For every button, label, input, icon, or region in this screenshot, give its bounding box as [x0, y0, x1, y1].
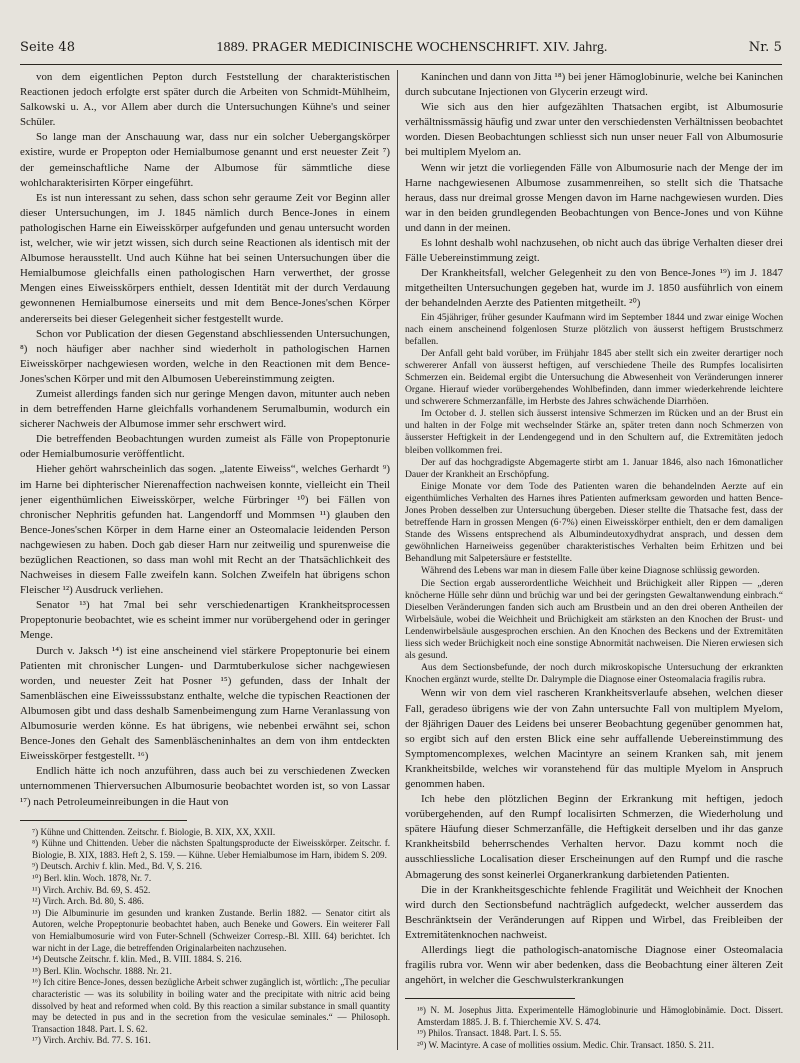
case-report-text — [405, 312, 783, 687]
paragraph: Senator ¹³) hat 7mal bei sehr verschiedenartigen Krankheitsprocessen Propeptonurie beobachtet, wie es scheint immer nur vorübergehend oder in geringer Menge. — [20, 599, 390, 642]
footnote: ¹¹) Virch. Archiv. Bd. 69, S. 452. — [32, 884, 151, 895]
right-body-text-b — [405, 686, 783, 988]
paragraph: von dem eigentlichen Pepton durch Feststellung der charakteristischen Reactionen jedoch erfolgte erst später durch die Arbeiten von Schmidt-Mühlheim, Salkowski u. A., vor Allem aber durch die Untersuchungen Kühne's und seiner Schüler. — [20, 71, 390, 129]
paragraph: Schon vor Publication der diesen Gegenstand abschliessenden Untersuchungen, ⁸) noch häufiger aber nachher sind wiederholt in pathologischen Harnen Eiweisskörper nachgewiesen worden, welche in den Reactionen mit dem Bence-Jones'schen Körper und mit den Albumosen Uebereinstimmung zeigten. — [20, 327, 390, 385]
paragraph: Hieher gehört wahrscheinlich das sogen. „latente Eiweiss“, welches Gerhardt ⁹) im Harne bei diphterischer Nierenaffection nachweisen konnte, vielleicht ein Theil jener eigenthümlichen Eiweisskörper, welche Fürbringer ¹⁰) bei Fällen von chronischer Nephritis gefunden hat. Langendorff und Mommsen ¹¹) glauben den Bence-Jones'schen Körper in dem Harne einer an Osteomalacie leidenden Person nachgewiesen zu haben. Doch gab dieser Harn nur zeitweilig und spurenweise die bezüglichen Reactionen, so dass man wohl mit Recht an der Thatsächlichkeit des Nachweises in diesem Falle zweifeln kann. Solchen Zweifeln hat übrigens schon Fleischer ¹²) Ausdruck verliehen. — [20, 463, 390, 597]
footnote: ¹³) Die Albuminurie im gesunden und kranken Zustande. Berlin 1882. — Senator citirt als Autoren, welche Propeptonurie beobachtet haben, auch Beneke und Gowers. Ein weiterer Fall von Hemialbumosurie wird von Futer-Schnell (Schweizer Corresp.-Bl. XIII. 64) berichtet. Ich war nicht in der Lage, die betreffenden Originalarbeiten nachzusehen. — [32, 907, 390, 953]
case-paragraph: Die Section ergab ausserordentliche Weichheit und Brüchigkeit aller Rippen — „deren knöcherne Hülle sehr dünn und brüchig war und bei der geringsten Gewaltanwendung einbrach.“ Dieselben Veränderungen fanden sich auch am Brustbein und an den drei oberen Antheilen der Wirbelsäule, wobei die Weichheit und Brüchigkeit am stärksten an den Knochen der Brust- und Lendenwirbelsäule ausgesprochen erschien. An den Knochen des Beckens und der Extremitäten liess sich weder Brüchigkeit noch eine sonstige Abnormität nachweisen. Die Nieren erwiesen sich als gesund. — [405, 577, 783, 662]
page-number: Seite 48 — [20, 40, 76, 55]
case-paragraph: Aus dem Sectionsbefunde, der noch durch mikroskopische Untersuchung der erkrankten Knochen ergänzt wurde, stellte Dr. Dalrymple die Diagnose einer Osteomalacia fragilis rubra. — [405, 662, 783, 686]
case-paragraph: Während des Lebens war man in diesem Falle über keine Diagnose schlüssig geworden. — [421, 565, 760, 577]
case-paragraph: Einige Monate vor dem Tode des Patienten waren die behandelnden Aerzte auf ein eigenthümliches Verhalten des Harnes ihres Patienten aufmerksam geworden und hatten Bence-Jones Proben desselben zur Untersuchung übergeben. Dieser stellte die Thatsache fest, dass der betreffende Harn in grossen Mengen (6·7%) einen Eiweisskörper enthielt, den er dem damaligen Stande des Wissens entsprechend als Albumindeutoxydhydrat ansprach, und dessen dem gewöhnlichen Harneiweiss gegenüber charakteristisches Verhalten beim Erhitzen und bei Behandlung mit Salpetersäure er feststellte. — [405, 480, 783, 565]
journal-title: 1889. PRAGER MEDICINISCHE WOCHENSCHRIFT. XIV. Jahrg. — [216, 40, 608, 55]
paragraph: Wenn wir von dem viel rascheren Krankheitsverlaufe absehen, welchen dieser Fall, geradeso übrigens wie der von Zahn untersuchte Fall von multiplem Myelom, der 8jährigen Dauer des Leidens bei unserer Beobachtung gegenüber genommen hat, so ergibt sich auf den ersten Blick eine sehr auffallende Uebereinstimmung des Symptomencomplexes, welchen Macintyre an seinem Kranken sah, mit jenem Krankheitsbilde, welches wir voranstehend für das multiple Myelom in Anspruch genommen haben. — [405, 687, 783, 790]
footnote: ²⁰) W. Macintyre. A case of mollities ossium. Medic. Chir. Transact. 1850. S. 211. — [417, 1040, 715, 1050]
issue-number: Nr. 5 — [748, 40, 782, 55]
footnote: ⁷) Kühne und Chittenden. Zeitschr. f. Biologie, B. XIX, XX, XXII. — [32, 826, 276, 837]
left-column — [20, 70, 390, 1050]
footnote: ¹⁵) Berl. Klin. Wochschr. 1888. Nr. 21. — [32, 965, 172, 976]
case-paragraph: Ein 45jähriger, früher gesunder Kaufmann wird im September 1844 und zwar einige Wochen nach einem anscheinend folgenlosen Sturze plötzlich von äusserst heftigem Brustschmerz befallen. — [405, 311, 783, 347]
paragraph: Kaninchen und dann von Jitta ¹⁸) bei jener Hämoglobinurie, welche bei Kaninchen durch subcutane Injectionen von Glycerin erzeugt wird. — [405, 71, 783, 99]
right-footnote-rule — [405, 998, 575, 999]
footnote: ¹⁴) Deutsche Zeitschr. f. klin. Med., B. VIII. 1884. S. 216. — [32, 954, 242, 965]
case-paragraph: Der auf das hochgradigste Abgemagerte stirbt am 1. Januar 1846, also nach 16monatlicher Dauer der Krankheit an Erschöpfung. — [405, 456, 783, 480]
paragraph: Wenn wir jetzt die vorliegenden Fälle von Albumosurie nach der Menge der im Harne nachgewiesenen Albumose zusammenreihen, so stellt sich die Thatsache heraus, dass nur dreimal grosse Mengen davon im Harne nachgewiesen wurden. Dies war in den beiden grundlegenden Beobachtungen von Bence-Jones und von Kühne und dann in der meinen. — [405, 161, 783, 234]
footnote: ¹⁰) Berl. klin. Woch. 1878, Nr. 7. — [32, 872, 152, 883]
paragraph: So lange man der Anschauung war, dass nur ein solcher Uebergangskörper existire, wurde er Propepton oder Hemialbumose genannt und erst neuester Zeit ⁷) der gemeinschaftliche Name der Albumose für sämmtliche diese wohlcharakterisirten Körper eingeführt. — [20, 131, 390, 189]
footnote: ⁹) Deutsch. Archiv f. klin. Med., Bd. V, S. 216. — [32, 861, 203, 872]
page-header — [20, 40, 782, 60]
paragraph: Die betreffenden Beobachtungen wurden zumeist als Fälle von Propeptonurie oder Hemialbumosurie veröffentlicht. — [20, 433, 390, 461]
paragraph: Der Krankheitsfall, welcher Gelegenheit zu den von Bence-Jones ¹⁹) im J. 1847 mitgetheilten Untersuchungen gegeben hat, wurde im J. 1850 ausführlich von einem der behandelnden Aerzte des Patienten mitgetheilt. ²⁰) — [405, 267, 783, 310]
left-body-text — [20, 70, 390, 810]
paragraph: Die in der Krankheitsgeschichte fehlende Fragilität und Weichheit der Knochen wird durch den Sectionsbefund nachträglich aufgedeckt, welcher ausserdem das Beschränktsein der Veränderungen auf Rippen und Wirbel, das Freibleiben der Extremitätenknochen nachweist. — [405, 883, 783, 941]
paragraph: Es ist nun interessant zu sehen, dass schon sehr geraume Zeit vor Beginn aller dieser Untersuchungen, im J. 1845 nämlich durch Bence-Jones in einem pathologischen Harne ein Eiweisskörper aufgefunden und genau untersucht worden ist, welcher, wie wir jetzt wissen, sich durch seine Reactionen als identisch mit der Albumose herausstellt. Und auch Kühne hat bei seinen Untersuchungen über die Hemialbumose gleichfalls einen pathologischen Harn verwerthet, der grosse Mengen eines Eiweisskörpers enthielt, dessen Identität mit der durch Verdauung gewonnenen Hemialbumose einerseits und mit dem Bence-Jones'schen Körper andererseits bei dieser Gelegenheit sicher festgestellt wurde. — [20, 191, 390, 325]
left-footnotes — [20, 827, 390, 1047]
case-paragraph: Im October d. J. stellen sich äusserst intensive Schmerzen im Rücken und an der Brust ein und halten in der Folge mit wechselnder Stärke an, später treten dann noch Schmerzen von äusserster Heftigkeit in der Lendengegend und in den Schultern auf, die Extremitäten jedoch bleiben vollkommen frei. — [405, 408, 783, 456]
right-footnotes — [405, 1005, 783, 1050]
right-column — [405, 70, 783, 1050]
paragraph: Allerdings liegt die pathologisch-anatomische Diagnose einer Osteomalacia fragilis rubra vor. Wenn wir aber bedenken, dass die Beobachtung einer älteren Zeit angehört, in welcher die Geschwulsterkrankungen — [405, 944, 783, 987]
paragraph: Wie sich aus den hier aufgezählten Thatsachen ergibt, ist Albumosurie verhältnissmässig häufig und zwar unter den verschiedensten Verhältnissen beobachtet worden. Diesen Beobachtungen schliesst sich nun unser neuer Fall von Albumosurie bei multiplem Myelom an. — [405, 101, 783, 159]
paragraph: Es lohnt deshalb wohl nachzusehen, ob nicht auch das übrige Verhalten dieser drei Fälle Uebereinstimmung zeigt. — [405, 237, 783, 265]
paragraph: Zumeist allerdings fanden sich nur geringe Mengen davon, mitunter auch neben in dem betreffenden Harne gleichfalls vorhandenem Serumalbumin, wodurch ein sicherer Nachweis der Albumose immer sehr erschwert wird. — [20, 387, 390, 431]
footnote: ⁸) Kühne und Chittenden. Ueber die nächsten Spaltungsproducte der Eiweisskörper. Zeitschr. f. Biologie, B. XIX, 1883. Heft 2, S. 159. — Kühne. Ueber Hemialbumose im Harn, ibidem S. 209. — [32, 838, 390, 860]
footnote: ¹⁷) Virch. Archiv. Bd. 77. S. 161. — [32, 1035, 151, 1046]
footnote: ¹⁹) Philos. Transact. 1848. Part. I. S. 55. — [417, 1028, 562, 1039]
column-divider — [397, 70, 398, 1050]
paragraph: Durch v. Jaksch ¹⁴) ist eine anscheinend viel stärkere Propeptonurie bei einem Patienten mit chronischer Lungen- und Darmtuberkulose sicher nachgewiesen worden, und neuester Zeit hat Posner ¹⁵) gefunden, dass der Inhalt der Samenbläschen eine Eiweisssubstanz enthalte, welche die typischen Reactionen der Albumosen gibt und dass deshalb Samenbeimengung zum Harne Veranlassung von Albumosurie werden könne. Es hat übrigens, wie nebenbei erwähnt sei, schon Bence-Jones den Gehalt des Samenbläscheninhaltes an dem von ihm entdeckten Eiweisskörper festgestellt. ¹⁶) — [20, 644, 390, 763]
left-footnote-rule — [20, 820, 187, 821]
paragraph: Ich hebe den plötzlichen Beginn der Erkrankung mit heftigen, jedoch vorübergehenden, auf den Rumpf localisirten Schmerzen, die Wiederholung und spätere Häufung dieser Schmerzanfälle, die Heftigkeit derselben und ihr das ganze Krankheitsbild beherrschendes Verhalten hervor. Dazu kommt noch die ausschliessliche Localisation dieser Erscheinungen auf den Rumpf und die rasche Abmagerung des sonst keinerlei Organerkrankung darbietenden Patienten. — [405, 793, 783, 881]
footnote: ¹⁸) N. M. Josephus Jitta. Experimentelle Hämoglobinurie und Hämoglobinämie. Doct. Dissert. Amsterdam 1885. J. B. f. Thierchemie XV. S. 474. — [417, 1005, 783, 1027]
footnote: ¹⁶) Ich citire Bence-Jones, dessen bezügliche Arbeit schwer zugänglich ist, wörtlich: „The peculiar characteristic — was its solubility in boiling water and the precipitate with nitric acid being dissolved by heat and reformed when cold. By this reaction a similar substance in small quantity may be detected in pus and in the secretion from the vesiculae seminales.“ — Philosoph. Transaction 1848. Part. I. S. 62. — [32, 977, 390, 1034]
case-paragraph: Der Anfall geht bald vorüber, im Frühjahr 1845 aber stellt sich ein zweiter derartiger noch schwererer Anfall von äusserst heftigen, auf verschiedene Theile des Rumpfes localisirten Schmerzen ein. Beidemal ergibt die Untersuchung die Abwesenheit von Veränderungen innerer Organe. Hierauf wieder vorübergehendes Wohlbefinden, dann immer wiederkehrende leichtere und schwerere Schmerzanfälle, im Herbste des Jahres schwächende Diarrhöen. — [405, 347, 783, 408]
footnote: ¹²) Virch. Arch. Bd. 80, S. 486. — [32, 896, 144, 907]
right-body-text-a — [405, 70, 783, 312]
header-rule — [20, 64, 782, 65]
paragraph: Endlich hätte ich noch anzuführen, dass auch bei zu verschiedenen Zwecken unternommenen Thierversuchen Albumosurie beobachtet worden ist, so von Lassar ¹⁷) nach Petroleumeinreibungen in die Haut von — [20, 765, 390, 808]
